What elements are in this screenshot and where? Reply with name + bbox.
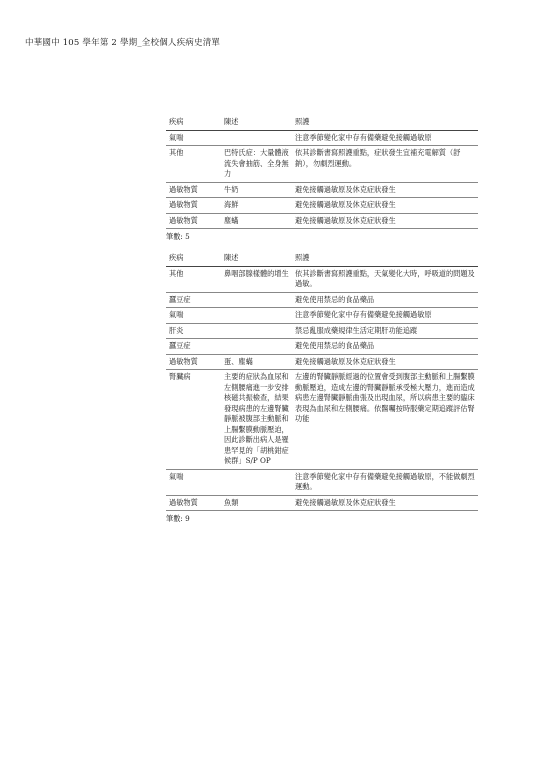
table-row <box>166 130 478 146</box>
cell-care: 注意季節變化家中存有備藥避免接觸過敏原 <box>295 132 432 142</box>
cell-description <box>221 469 292 495</box>
cell-care: 依其診斷書寫照護重點，症狀發生宜補充電解質（舒鈉），勿劇烈運動。 <box>295 148 461 168</box>
table-row <box>166 292 478 308</box>
header-care: 照護 <box>295 253 310 262</box>
table-row <box>166 370 478 470</box>
header-description: 陳述 <box>224 117 239 126</box>
cell-disease: 過敏物質 <box>169 200 198 209</box>
cell-care: 禁忌亂服成藥規律生活定期肝功能追蹤 <box>295 325 418 335</box>
cell-description <box>221 308 292 324</box>
cell-description: 牛奶 <box>224 184 239 194</box>
table-row <box>166 266 478 292</box>
header-disease: 疾病 <box>169 117 184 126</box>
disease-table-section-2 <box>166 251 478 525</box>
cell-disease: 蠶豆症 <box>169 294 191 304</box>
disease-table-section-1 <box>166 115 478 243</box>
cell-disease: 過敏物質 <box>169 215 198 225</box>
cell-description: 主要的症狀為血尿和左側腰痛進一步安排核磁共振檢查，結果發現病患的左邊腎臟靜脈被腹部主動脈和上腸繫膜動脈壓迫，因此診斷出病人是罹患罕見的「胡桃鉗症候群」S/P OP <box>224 372 289 465</box>
disease-history-table <box>166 251 478 511</box>
cell-description <box>221 339 292 355</box>
cell-description: 魚類 <box>224 497 239 507</box>
cell-disease: 肝炎 <box>169 325 184 335</box>
header-care: 照護 <box>295 117 310 126</box>
table-row <box>166 198 478 214</box>
table-header-row <box>166 115 478 130</box>
disease-history-table <box>166 115 478 229</box>
cell-disease: 蠶豆症 <box>169 341 191 350</box>
cell-care: 避免接觸過敏原及休克症狀發生 <box>295 200 396 209</box>
cell-description <box>221 292 292 308</box>
table-row <box>166 213 478 229</box>
cell-disease: 氣喘 <box>169 310 184 319</box>
table-row <box>166 354 478 370</box>
cell-care: 注意季節變化家中存有備藥避免接觸過敏原，不能做劇烈運動。 <box>295 471 475 491</box>
header-disease: 疾病 <box>169 253 184 262</box>
cell-care: 左邊的腎臟靜脈經過的位置會受到腹部主動脈和上腸繫膜動脈壓迫，造成左邊的腎臟靜脈承受極大壓力，進而造成病患左邊腎臟靜脈曲張及出現血尿，所以病患主要的臨床表現為血尿和左側腰痛。依醫囑按時服藥定期追蹤評估腎功能 <box>295 372 475 423</box>
cell-disease: 其他 <box>169 268 184 278</box>
record-count: 筆數: 9 <box>166 514 190 523</box>
cell-description: 巴特氏症：大量體液流失會抽筋、全身無力 <box>224 148 289 178</box>
cell-disease: 腎臟病 <box>169 372 191 381</box>
cell-disease: 過敏物質 <box>169 356 198 366</box>
table-row <box>166 182 478 198</box>
cell-description: 海鮮 <box>224 200 239 209</box>
cell-disease: 過敏物質 <box>169 497 198 507</box>
cell-description: 塵蟎 <box>224 215 239 225</box>
cell-description: 鼻咽部腺樣體的增生 <box>224 268 289 278</box>
cell-care: 注意季節變化家中存有備藥避免接觸過敏原 <box>295 310 432 319</box>
cell-care: 避免接觸過敏原及休克症狀發生 <box>295 497 396 507</box>
cell-description: 蛋、塵蟎 <box>224 356 253 366</box>
record-count: 筆數: 5 <box>166 232 190 241</box>
cell-disease: 氣喘 <box>169 132 184 142</box>
cell-care: 避免接觸過敏原及休克症狀發生 <box>295 184 396 194</box>
cell-description <box>221 323 292 339</box>
table-row <box>166 146 478 183</box>
table-header-row <box>166 251 478 266</box>
cell-care: 避免接觸過敏原及休克症狀發生 <box>295 215 396 225</box>
page-title: 中華國中 105 學年第 2 學期_全校個人疾病史清單 <box>25 38 221 48</box>
table-row <box>166 495 478 511</box>
header-description: 陳述 <box>224 253 239 262</box>
cell-disease: 過敏物質 <box>169 184 198 194</box>
cell-disease: 其他 <box>169 148 184 157</box>
table-row <box>166 308 478 324</box>
cell-care: 依其診斷書寫照護重點，天氣變化大時，呼吸道的問題及過敏。 <box>295 268 475 288</box>
cell-care: 避免使用禁忌的食品藥品 <box>295 294 375 304</box>
cell-care: 避免接觸過敏原及休克症狀發生 <box>295 356 396 366</box>
cell-disease: 氣喘 <box>169 471 184 481</box>
cell-care: 避免使用禁忌的食品藥品 <box>295 341 375 350</box>
cell-description <box>221 130 292 146</box>
table-row <box>166 339 478 355</box>
table-row <box>166 323 478 339</box>
table-row <box>166 469 478 495</box>
